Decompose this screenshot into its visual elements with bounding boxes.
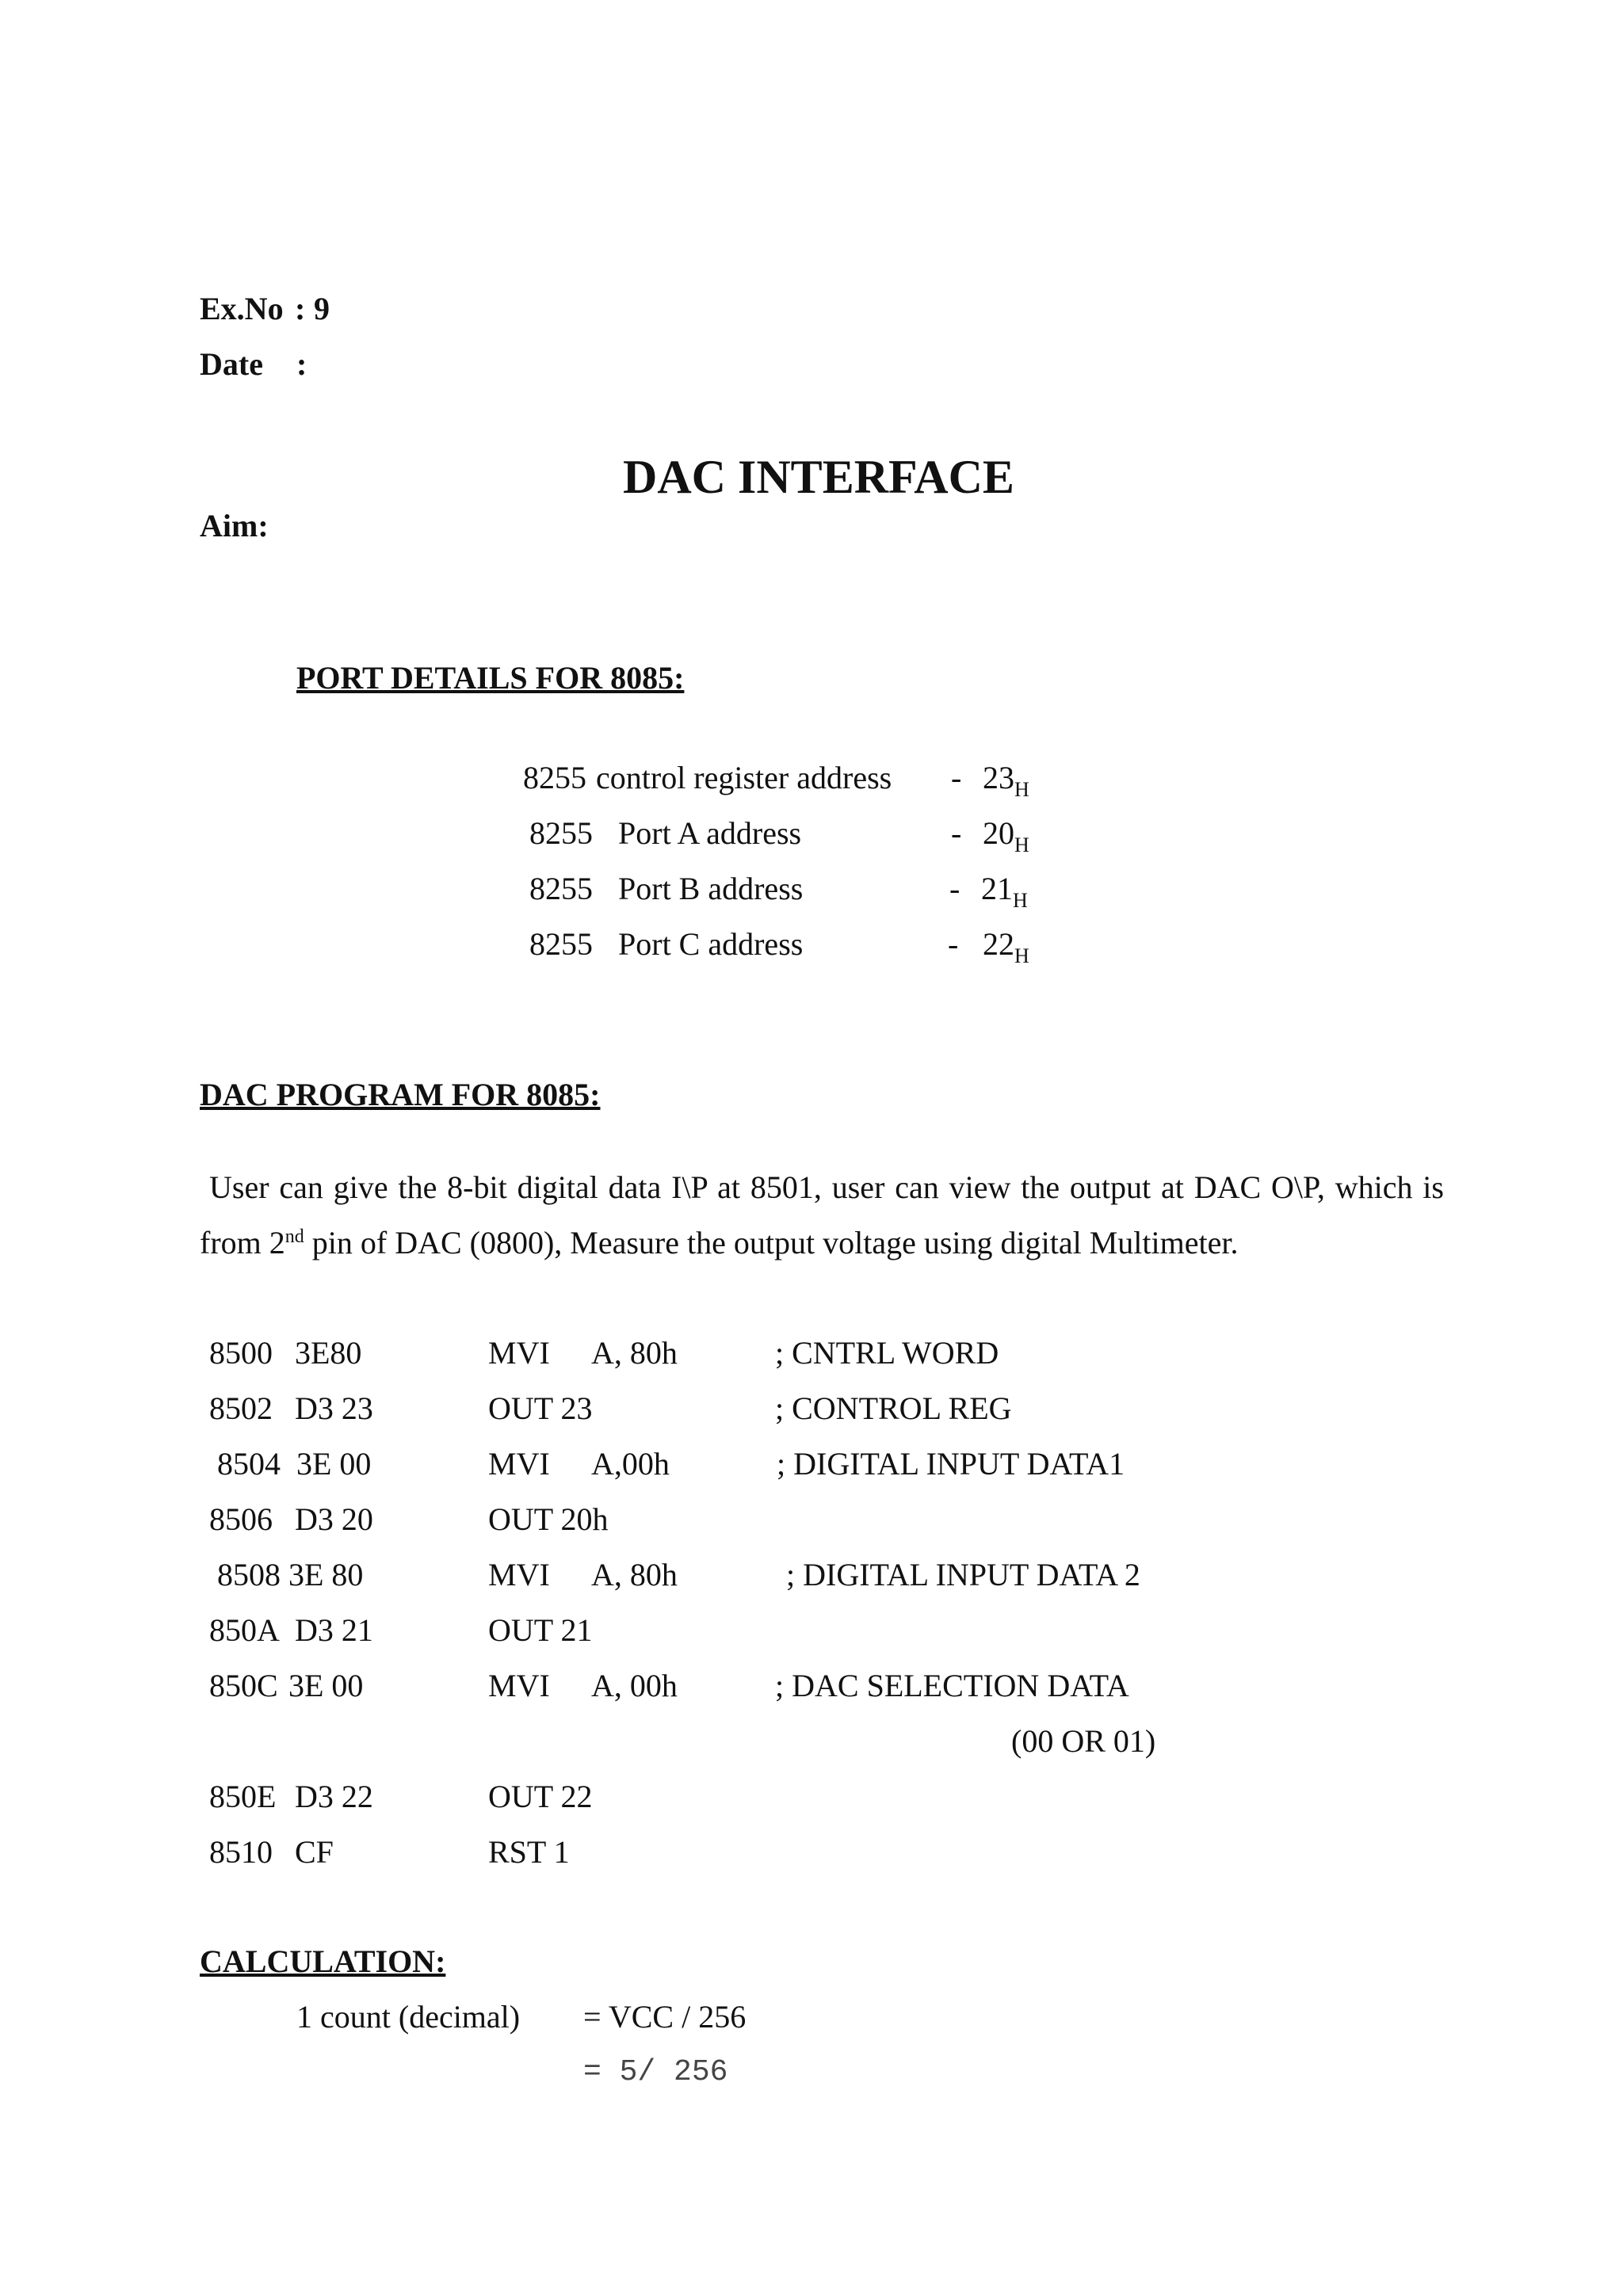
port-value: $21_H$ <box>981 871 1028 912</box>
code-address: 850E <box>209 1779 277 1814</box>
calculation-heading: CALCULATION: <box>200 1943 446 1979</box>
code-mnemonic: OUT 22 <box>488 1779 593 1814</box>
exno-label: Ex.No <box>200 291 284 326</box>
date-label: Date <box>200 346 263 382</box>
port-details-heading: PORT DETAILS FOR 8085: <box>296 660 685 696</box>
dac-program-heading: DAC PROGRAM FOR 8085: <box>200 1077 601 1112</box>
code-mnemonic: OUT 21 <box>488 1612 593 1648</box>
code-opcode: 3E80 <box>295 1335 362 1371</box>
page-title: DAC INTERFACE <box>623 451 1014 503</box>
exno-value: 9 <box>314 291 330 326</box>
port-chip: 8255 <box>529 871 593 906</box>
code-address: 8502 <box>209 1390 273 1426</box>
code-address: 8504 <box>217 1446 281 1482</box>
code-comment: ; DIGITAL INPUT DATA1 <box>777 1446 1125 1482</box>
code-mnemonic: MVI <box>488 1557 550 1592</box>
calculation-line-2: = 5/ 256 <box>583 2055 728 2089</box>
port-name: Port C address <box>618 926 804 962</box>
code-operand: A, 00h <box>591 1668 678 1703</box>
code-mnemonic: OUT 23 <box>488 1390 593 1426</box>
exno-separator: : <box>295 291 306 326</box>
code-comment: ; DAC SELECTION DATA <box>775 1668 1129 1703</box>
port-dash: - <box>951 760 962 795</box>
code-address: 850A <box>209 1612 280 1648</box>
code-opcode: D3 21 <box>295 1612 373 1648</box>
code-address: 8510 <box>209 1834 273 1870</box>
code-mnemonic: OUT 20h <box>488 1501 609 1537</box>
port-dash: - <box>951 815 962 851</box>
calculation-label: 1 count (decimal) <box>296 1999 521 2035</box>
code-opcode: CF <box>295 1834 334 1870</box>
port-chip: 8255 <box>529 815 593 851</box>
code-address: 8506 <box>209 1501 273 1537</box>
code-opcode: D3 23 <box>295 1390 373 1426</box>
port-value: $20_H$ <box>983 815 1029 856</box>
port-dash: - <box>948 926 959 962</box>
port-value: $22_H$ <box>983 926 1029 967</box>
code-mnemonic: MVI <box>488 1668 550 1703</box>
date-separator: : <box>296 346 307 382</box>
code-comment: ; CONTROL REG <box>775 1390 1012 1426</box>
port-name: Port B address <box>618 871 804 906</box>
code-opcode: 3E 00 <box>288 1668 364 1703</box>
code-comment-continuation: (00 OR 01) <box>1011 1723 1156 1759</box>
code-opcode: 3E 00 <box>296 1446 372 1482</box>
code-operand: A,00h <box>591 1446 670 1482</box>
port-chip: 8255 <box>529 926 593 962</box>
aim-label: Aim: <box>200 508 269 543</box>
code-address: 8500 <box>209 1335 273 1371</box>
code-mnemonic: MVI <box>488 1335 550 1371</box>
code-mnemonic: RST 1 <box>488 1834 570 1870</box>
code-comment: ; DIGITAL INPUT DATA 2 <box>786 1557 1140 1592</box>
port-value: $23_H$ <box>983 760 1029 801</box>
port-name: control register address <box>596 760 892 795</box>
code-address: 850C <box>209 1668 278 1703</box>
port-dash: - <box>949 871 960 906</box>
code-operand: A, 80h <box>591 1335 678 1371</box>
calculation-line-1: = VCC / 256 <box>583 1999 747 2035</box>
dac-program-description: User can give the 8-bit digital data I\P at 8501, user can view the output at DAC O\P, which is from 2nd pin of DAC (0800), Measure the output voltage using digital Multimeter. <box>200 1169 1444 1261</box>
code-mnemonic: MVI <box>488 1446 550 1482</box>
code-opcode: 3E 80 <box>288 1557 364 1592</box>
code-address: 8508 <box>217 1557 281 1592</box>
code-operand: A, 80h <box>591 1557 678 1592</box>
code-opcode: D3 20 <box>295 1501 373 1537</box>
code-comment: ; CNTRL WORD <box>775 1335 999 1371</box>
code-opcode: D3 22 <box>295 1779 373 1814</box>
port-chip: 8255 <box>523 760 586 795</box>
port-name: Port A address <box>618 815 802 851</box>
